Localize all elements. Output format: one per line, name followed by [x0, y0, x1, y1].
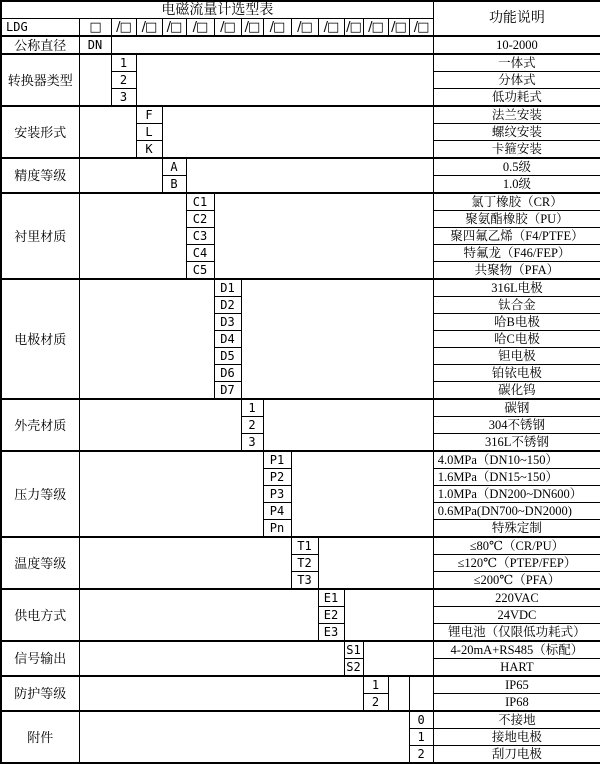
option-desc: 碳钢 [433, 399, 600, 417]
option-code: D7 [214, 382, 241, 400]
option-code: T2 [291, 555, 318, 572]
option-code: D1 [214, 279, 241, 297]
model-slot: /□ [291, 19, 318, 37]
option-desc: 卡箍安装 [433, 141, 600, 159]
option-code: P4 [263, 503, 291, 520]
option-desc: 碳化钨 [433, 382, 600, 400]
category-label: 温度等级 [1, 537, 79, 589]
option-code: D5 [214, 348, 241, 365]
spacer-cell [111, 36, 433, 54]
model-base-slot: □ [79, 19, 111, 37]
option-code: C5 [186, 262, 214, 280]
option-desc: 1.0MPa（DN200~DN600） [433, 486, 600, 503]
option-desc: 低功耗式 [433, 89, 600, 107]
option-desc: 4.0MPa（DN10~150） [433, 451, 600, 469]
option-desc: 0.5级 [433, 158, 600, 176]
option-code: E3 [318, 624, 344, 642]
option-code: D4 [214, 331, 241, 348]
option-code: C1 [186, 193, 214, 211]
option-desc: IP65 [433, 676, 600, 694]
option-desc: 法兰安装 [433, 106, 600, 124]
option-desc: ≤200℃（PFA） [433, 572, 600, 590]
option-desc: 304不锈钢 [433, 417, 600, 434]
option-desc: 特殊定制 [433, 520, 600, 538]
model-slot: /□ [263, 19, 291, 37]
table-title: 电磁流量计选型表 [1, 1, 433, 19]
option-desc: 钽电极 [433, 348, 600, 365]
spacer-cell [344, 589, 433, 641]
spacer-cell [79, 106, 136, 158]
option-code: 0 [409, 711, 433, 729]
option-code: K [136, 141, 162, 159]
category-label: 防护等级 [1, 676, 79, 711]
category-label: 公称直径 [1, 36, 79, 54]
option-desc: 316L电极 [433, 279, 600, 297]
option-code: E2 [318, 607, 344, 624]
spacer-cell [186, 158, 433, 193]
spacer-cell [79, 193, 186, 279]
option-desc: 分体式 [433, 72, 600, 89]
option-desc: 316L不锈钢 [433, 434, 600, 452]
model-slot: /□ [162, 19, 186, 37]
option-code: P2 [263, 469, 291, 486]
option-code: D2 [214, 297, 241, 314]
spacer-cell [79, 451, 263, 537]
option-code: DN [79, 36, 111, 54]
spacer-cell [79, 589, 318, 641]
option-desc: ≤80℃（CR/PU） [433, 537, 600, 555]
option-code: 1 [409, 729, 433, 746]
option-desc: 铂铱电极 [433, 365, 600, 382]
option-code: E1 [318, 589, 344, 607]
spacer-cell [162, 106, 433, 158]
spacer-cell [79, 676, 363, 711]
option-code: 3 [111, 89, 136, 107]
spacer-cell [263, 399, 433, 451]
spacer-cell [318, 537, 433, 589]
option-code: 1 [111, 54, 136, 72]
option-desc: 钛合金 [433, 297, 600, 314]
spacer-cell [79, 279, 214, 399]
option-desc: 1.0级 [433, 176, 600, 194]
model-slot: /□ [344, 19, 363, 37]
category-label: 电极材质 [1, 279, 79, 399]
option-code: 1 [241, 399, 263, 417]
option-desc: 不接地 [433, 711, 600, 729]
category-label: 供电方式 [1, 589, 79, 641]
option-code: B [162, 176, 186, 194]
spacer-cell [388, 676, 409, 711]
option-desc: 螺纹安装 [433, 124, 600, 141]
option-desc: 共聚物（PFA） [433, 262, 600, 280]
option-desc: 哈B电极 [433, 314, 600, 331]
model-slot: /□ [136, 19, 162, 37]
category-label: 精度等级 [1, 158, 79, 193]
option-code: 2 [111, 72, 136, 89]
spacer-cell [79, 399, 241, 451]
category-label: 附件 [1, 711, 79, 763]
option-code: 1 [363, 676, 388, 694]
option-code: P3 [263, 486, 291, 503]
option-desc: ≤120℃（PTEP/FEP） [433, 555, 600, 572]
option-code: S1 [344, 641, 363, 659]
option-desc: 1.6MPa（DN15~150） [433, 469, 600, 486]
spacer-cell [79, 711, 409, 763]
category-label: 压力等级 [1, 451, 79, 537]
option-desc: 锂电池（仅限低功耗式） [433, 624, 600, 642]
option-desc: 10-2000 [433, 36, 600, 54]
model-slot: /□ [111, 19, 136, 37]
option-desc: 24VDC [433, 607, 600, 624]
model-slot: /□ [186, 19, 214, 37]
category-label: 衬里材质 [1, 193, 79, 279]
option-code: L [136, 124, 162, 141]
option-desc: 氯丁橡胶（CR） [433, 193, 600, 211]
model-slot: /□ [409, 19, 433, 37]
option-code: 2 [241, 417, 263, 434]
option-desc: 刮刀电极 [433, 746, 600, 764]
model-prefix: LDG [1, 19, 79, 37]
option-code: T1 [291, 537, 318, 555]
model-slot: /□ [363, 19, 388, 37]
option-code: 2 [409, 746, 433, 764]
option-code: 3 [241, 434, 263, 452]
option-code: A [162, 158, 186, 176]
option-code: 2 [363, 694, 388, 712]
spacer-cell [79, 641, 344, 676]
spacer-cell [291, 451, 433, 537]
option-code: P1 [263, 451, 291, 469]
option-desc: 哈C电极 [433, 331, 600, 348]
option-desc: 特氟龙（F46/FEP） [433, 245, 600, 262]
option-desc: 聚四氟乙烯（F4/PTFE） [433, 228, 600, 245]
model-slot: /□ [241, 19, 263, 37]
model-slot: /□ [318, 19, 344, 37]
option-desc: 0.6MPa(DN700~DN2000) [433, 503, 600, 520]
spacer-cell [79, 537, 291, 589]
option-code: D6 [214, 365, 241, 382]
option-code: D3 [214, 314, 241, 331]
spacer-cell [363, 641, 433, 676]
spacer-cell [241, 279, 433, 399]
category-label: 信号输出 [1, 641, 79, 676]
option-code: S2 [344, 659, 363, 677]
model-slot: /□ [388, 19, 409, 37]
option-code: T3 [291, 572, 318, 590]
option-code: C4 [186, 245, 214, 262]
option-code: Pn [263, 520, 291, 538]
option-code: F [136, 106, 162, 124]
option-desc: 聚氨酯橡胶（PU） [433, 211, 600, 228]
category-label: 外壳材质 [1, 399, 79, 451]
option-desc: 接地电极 [433, 729, 600, 746]
option-code: C3 [186, 228, 214, 245]
category-label: 转换器类型 [1, 54, 79, 106]
option-desc: HART [433, 659, 600, 677]
spacer-cell [79, 158, 162, 193]
spacer-cell [214, 193, 433, 279]
option-desc: 一体式 [433, 54, 600, 72]
option-desc: 220VAC [433, 589, 600, 607]
option-desc: IP68 [433, 694, 600, 712]
spacer-cell [136, 54, 433, 106]
option-code: C2 [186, 211, 214, 228]
function-column-header: 功能说明 [433, 1, 600, 36]
category-label: 安装形式 [1, 106, 79, 158]
model-slot: /□ [214, 19, 241, 37]
spacer-cell [79, 54, 111, 106]
spacer-cell [409, 676, 433, 711]
option-desc: 4-20mA+RS485（标配） [433, 641, 600, 659]
